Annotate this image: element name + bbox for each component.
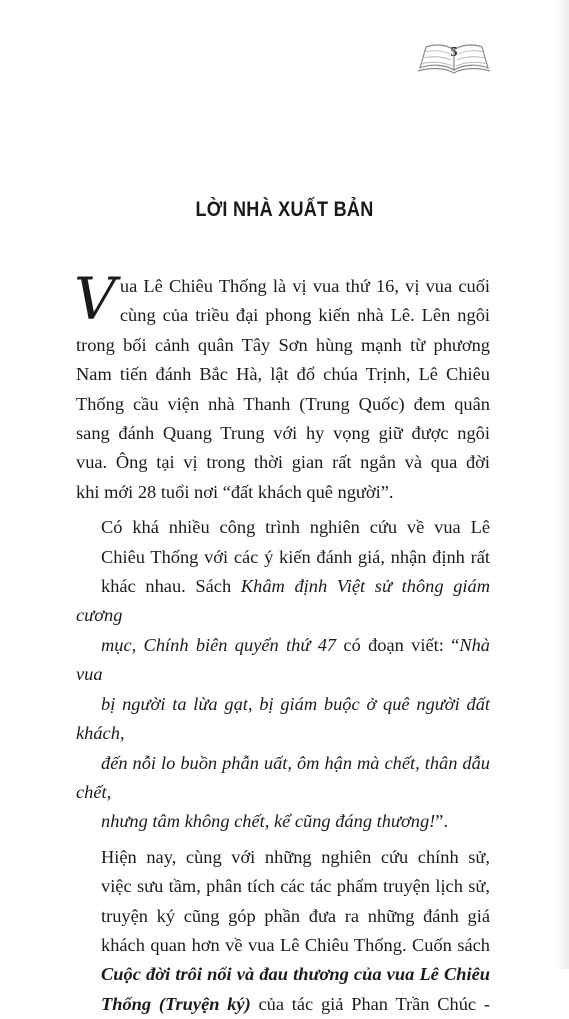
quote-italic: bị người ta lừa gạt, bị giám buộc ở quê người đất khách, — [76, 693, 490, 744]
text-line: Có khá nhiều công trình nghiên cứu về vua Lê — [101, 517, 490, 538]
text-line — [76, 631, 490, 690]
text-line — [76, 690, 490, 749]
text-run: của tác giả Phan Trần Chúc - — [250, 993, 490, 1014]
text-line: sang đánh Quang Trung với hy vọng giữ được ngôi — [76, 423, 490, 444]
text-line: Thống cầu viện nhà Thanh (Trung Quốc) đem quân — [76, 393, 490, 414]
book-title-italic: Khâm định Việt sử thông giám cương — [76, 576, 491, 626]
text-line: vua. Ông tại vị trong thời gian rất ngắn và qua đời — [76, 452, 490, 473]
paragraph-1 — [74, 265, 490, 507]
text-line: truyện ký cũng góp phần đưa ra những đánh giá — [101, 905, 490, 926]
text-run: khác nhau. Sách — [101, 576, 241, 597]
text-line — [76, 960, 490, 989]
quote-italic: Nhà vua — [76, 634, 490, 685]
book-title-bold-italic: Cuộc đời trôi nổi và đau thương của vua Lê Chiêu — [101, 964, 490, 985]
drop-cap: V — [74, 265, 116, 333]
page-number-badge — [418, 40, 490, 76]
text-line — [76, 990, 490, 1019]
text-line — [76, 572, 490, 631]
text-line: Nam tiến đánh Bắc Hà, lật đổ chúa Trịnh, Lê Chiêu — [76, 364, 490, 385]
quote-italic: nhưng tâm không chết, kể cũng đáng thương! — [101, 811, 436, 832]
text-line: trong bối cảnh quân Tây Sơn hùng mạnh từ phương — [76, 334, 490, 355]
page-number: 5 — [450, 45, 458, 60]
body-text — [74, 265, 491, 1019]
page-edge-shadow — [555, 0, 569, 969]
book-title-bold-italic: Thống (Truyện ký) — [101, 993, 251, 1014]
text-run: ”. — [435, 811, 449, 832]
paragraph-3 — [76, 843, 490, 1019]
text-run: có đoạn viết: “ — [336, 634, 460, 655]
text-line: Hiện nay, cùng với những nghiên cứu chính sử, — [101, 846, 490, 867]
page-title: LỜI NHÀ XUẤT BẢN — [195, 198, 374, 221]
text-line — [76, 749, 490, 808]
text-line: khi mới 28 tuổi nơi “đất khách quê người”. — [76, 481, 394, 502]
book-title-italic: mục, Chính biên quyển thứ 47 — [101, 634, 337, 655]
quote-italic: đến nỗi lo buồn phẫn uất, ôm hận mà chết, thân dẫu chết, — [76, 752, 490, 802]
text-line — [76, 807, 490, 836]
text-line: ua Lê Chiêu Thống là vị vua thứ 16, vị vua cuối — [119, 276, 490, 296]
text-line: khách quan hơn về vua Lê Chiêu Thống. Cuốn sách — [101, 934, 490, 955]
paragraph-2 — [76, 513, 490, 836]
text-line: việc sưu tầm, phân tích các tác phẩm truyện lịch sử, — [101, 876, 490, 897]
text-line: Chiêu Thống với các ý kiến đánh giá, nhận định rất — [101, 546, 490, 567]
text-line: cùng của triều đại phong kiến nhà Lê. Lên ngôi — [119, 305, 490, 326]
